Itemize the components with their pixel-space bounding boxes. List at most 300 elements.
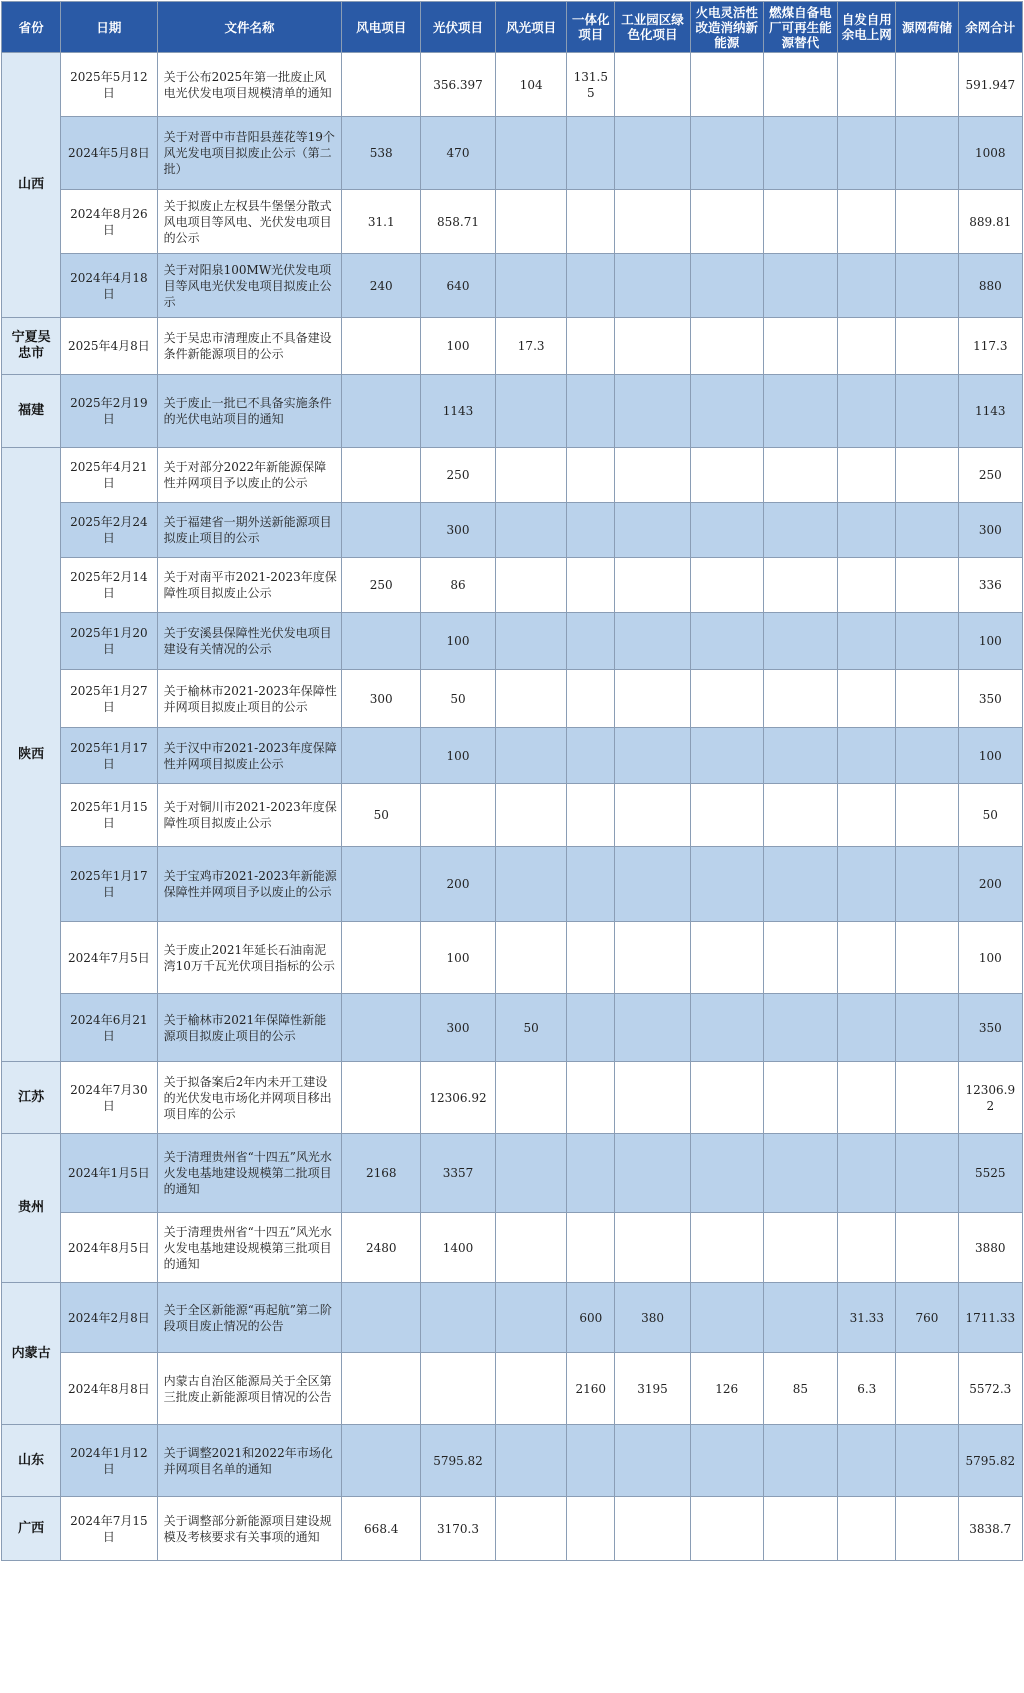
date-cell: 2025年1月20日 (61, 613, 157, 670)
wind-cell (342, 1425, 421, 1497)
solar-cell: 86 (421, 558, 496, 613)
table-row (2, 613, 1023, 670)
total-cell: 250 (958, 448, 1022, 503)
source-grid-load-storage-cell (896, 117, 958, 190)
document-name-cell: 关于福建省一期外送新能源项目拟废止项目的公示 (157, 503, 342, 558)
integrated-cell (567, 503, 615, 558)
industrial-park-green-cell (615, 375, 691, 448)
wind-solar-cell (495, 375, 567, 448)
table-row (2, 1062, 1023, 1134)
date-cell: 2025年1月17日 (61, 728, 157, 784)
total-cell: 336 (958, 558, 1022, 613)
self-use-surplus-grid-cell (838, 558, 896, 613)
wind-cell: 668.4 (342, 1497, 421, 1561)
table-row (2, 728, 1023, 784)
coal-captive-replacement-cell (763, 318, 838, 375)
industrial-park-green-cell (615, 613, 691, 670)
date-cell: 2024年7月30日 (61, 1062, 157, 1134)
thermal-flex-retrofit-cell (690, 375, 763, 448)
date-cell: 2024年2月8日 (61, 1283, 157, 1353)
solar-cell: 100 (421, 318, 496, 375)
solar-cell: 250 (421, 448, 496, 503)
document-name-cell: 关于榆林市2021-2023年保障性并网项目拟废止项目的公示 (157, 670, 342, 728)
wind-cell: 538 (342, 117, 421, 190)
thermal-flex-retrofit-cell (690, 448, 763, 503)
integrated-cell (567, 254, 615, 318)
date-cell: 2024年6月21日 (61, 994, 157, 1062)
wind-solar-cell (495, 847, 567, 922)
table-row (2, 1134, 1023, 1213)
self-use-surplus-grid-cell (838, 503, 896, 558)
table-row (2, 558, 1023, 613)
industrial-park-green-cell (615, 318, 691, 375)
document-name-cell: 关于拟备案后2年内未开工建设的光伏发电市场化并网项目移出项目库的公示 (157, 1062, 342, 1134)
source-grid-load-storage-cell (896, 1134, 958, 1213)
province-cell: 宁夏吴忠市 (2, 318, 61, 375)
industrial-park-green-cell (615, 448, 691, 503)
header-province: 省份 (2, 2, 61, 53)
header-coal-captive-replacement: 燃煤自备电厂可再生能源替代 (763, 2, 838, 53)
coal-captive-replacement-cell (763, 448, 838, 503)
thermal-flex-retrofit-cell (690, 728, 763, 784)
solar-cell: 1143 (421, 375, 496, 448)
total-cell: 300 (958, 503, 1022, 558)
total-cell: 1711.33 (958, 1283, 1022, 1353)
wind-solar-cell: 50 (495, 994, 567, 1062)
header-industrial-park-green: 工业园区绿色化项目 (615, 2, 691, 53)
self-use-surplus-grid-cell (838, 53, 896, 117)
header-total: 余网合计 (958, 2, 1022, 53)
self-use-surplus-grid-cell (838, 1425, 896, 1497)
thermal-flex-retrofit-cell (690, 922, 763, 994)
header-source-grid-load-storage: 源网荷储 (896, 2, 958, 53)
source-grid-load-storage-cell (896, 558, 958, 613)
self-use-surplus-grid-cell (838, 994, 896, 1062)
date-cell: 2025年5月12日 (61, 53, 157, 117)
integrated-cell (567, 1213, 615, 1283)
integrated-cell (567, 728, 615, 784)
solar-cell: 858.71 (421, 190, 496, 254)
thermal-flex-retrofit-cell (690, 784, 763, 847)
solar-cell: 300 (421, 994, 496, 1062)
date-cell: 2024年1月5日 (61, 1134, 157, 1213)
thermal-flex-retrofit-cell (690, 1134, 763, 1213)
source-grid-load-storage-cell (896, 375, 958, 448)
document-name-cell: 关于调整2021和2022年市场化并网项目名单的通知 (157, 1425, 342, 1497)
solar-cell (421, 1283, 496, 1353)
industrial-park-green-cell (615, 1062, 691, 1134)
integrated-cell (567, 318, 615, 375)
wind-solar-cell (495, 448, 567, 503)
table-row (2, 53, 1023, 117)
thermal-flex-retrofit-cell (690, 847, 763, 922)
integrated-cell: 2160 (567, 1353, 615, 1425)
integrated-cell (567, 1497, 615, 1561)
thermal-flex-retrofit-cell (690, 1425, 763, 1497)
wind-cell (342, 994, 421, 1062)
table-row (2, 1213, 1023, 1283)
integrated-cell: 600 (567, 1283, 615, 1353)
solar-cell: 470 (421, 117, 496, 190)
solar-cell: 100 (421, 922, 496, 994)
self-use-surplus-grid-cell (838, 448, 896, 503)
coal-captive-replacement-cell (763, 117, 838, 190)
coal-captive-replacement-cell (763, 613, 838, 670)
integrated-cell (567, 847, 615, 922)
source-grid-load-storage-cell (896, 254, 958, 318)
source-grid-load-storage-cell (896, 728, 958, 784)
industrial-park-green-cell (615, 53, 691, 117)
total-cell: 200 (958, 847, 1022, 922)
self-use-surplus-grid-cell (838, 922, 896, 994)
abolished-projects-table (1, 1, 1023, 1561)
integrated-cell (567, 117, 615, 190)
total-cell: 3880 (958, 1213, 1022, 1283)
wind-cell: 50 (342, 784, 421, 847)
coal-captive-replacement-cell (763, 728, 838, 784)
solar-cell: 3170.3 (421, 1497, 496, 1561)
province-cell: 内蒙古 (2, 1283, 61, 1425)
total-cell: 5572.3 (958, 1353, 1022, 1425)
total-cell: 100 (958, 922, 1022, 994)
industrial-park-green-cell (615, 847, 691, 922)
source-grid-load-storage-cell (896, 1353, 958, 1425)
thermal-flex-retrofit-cell (690, 190, 763, 254)
province-cell: 福建 (2, 375, 61, 448)
solar-cell: 200 (421, 847, 496, 922)
thermal-flex-retrofit-cell (690, 613, 763, 670)
wind-cell (342, 1283, 421, 1353)
date-cell: 2025年2月14日 (61, 558, 157, 613)
industrial-park-green-cell (615, 117, 691, 190)
wind-solar-cell (495, 784, 567, 847)
coal-captive-replacement-cell (763, 1425, 838, 1497)
table-row (2, 448, 1023, 503)
total-cell: 1008 (958, 117, 1022, 190)
province-cell: 江苏 (2, 1062, 61, 1134)
document-name-cell: 关于宝鸡市2021-2023年新能源保障性并网项目予以废止的公示 (157, 847, 342, 922)
coal-captive-replacement-cell (763, 670, 838, 728)
province-cell: 广西 (2, 1497, 61, 1561)
source-grid-load-storage-cell: 760 (896, 1283, 958, 1353)
document-name-cell: 关于汉中市2021-2023年度保障性并网项目拟废止公示 (157, 728, 342, 784)
total-cell: 12306.92 (958, 1062, 1022, 1134)
date-cell: 2025年4月21日 (61, 448, 157, 503)
date-cell: 2025年2月24日 (61, 503, 157, 558)
thermal-flex-retrofit-cell (690, 1497, 763, 1561)
wind-cell (342, 1353, 421, 1425)
wind-cell (342, 448, 421, 503)
wind-cell (342, 53, 421, 117)
total-cell: 880 (958, 254, 1022, 318)
header-date: 日期 (61, 2, 157, 53)
total-cell: 100 (958, 728, 1022, 784)
self-use-surplus-grid-cell (838, 847, 896, 922)
header-row (2, 2, 1023, 53)
thermal-flex-retrofit-cell (690, 670, 763, 728)
source-grid-load-storage-cell (896, 503, 958, 558)
thermal-flex-retrofit-cell (690, 558, 763, 613)
source-grid-load-storage-cell (896, 994, 958, 1062)
wind-solar-cell (495, 670, 567, 728)
source-grid-load-storage-cell (896, 784, 958, 847)
wind-solar-cell (495, 613, 567, 670)
wind-solar-cell (495, 728, 567, 784)
wind-solar-cell (495, 190, 567, 254)
solar-cell: 3357 (421, 1134, 496, 1213)
table-row (2, 375, 1023, 448)
thermal-flex-retrofit-cell (690, 1062, 763, 1134)
table-row (2, 1425, 1023, 1497)
document-name-cell: 关于废止一批已不具备实施条件的光伏电站项目的通知 (157, 375, 342, 448)
solar-cell: 1400 (421, 1213, 496, 1283)
coal-captive-replacement-cell (763, 53, 838, 117)
integrated-cell (567, 994, 615, 1062)
thermal-flex-retrofit-cell (690, 1283, 763, 1353)
total-cell: 50 (958, 784, 1022, 847)
document-name-cell: 关于对部分2022年新能源保障性并网项目予以废止的公示 (157, 448, 342, 503)
integrated-cell (567, 1425, 615, 1497)
wind-cell: 250 (342, 558, 421, 613)
coal-captive-replacement-cell (763, 922, 838, 994)
wind-solar-cell (495, 558, 567, 613)
document-name-cell: 关于安溪县保障性光伏发电项目建设有关情况的公示 (157, 613, 342, 670)
industrial-park-green-cell (615, 994, 691, 1062)
industrial-park-green-cell (615, 922, 691, 994)
total-cell: 100 (958, 613, 1022, 670)
total-cell: 889.81 (958, 190, 1022, 254)
wind-solar-cell (495, 1213, 567, 1283)
integrated-cell (567, 784, 615, 847)
industrial-park-green-cell (615, 784, 691, 847)
table-row (2, 503, 1023, 558)
total-cell: 5525 (958, 1134, 1022, 1213)
source-grid-load-storage-cell (896, 1497, 958, 1561)
document-name-cell: 内蒙古自治区能源局关于全区第三批废止新能源项目情况的公告 (157, 1353, 342, 1425)
solar-cell: 50 (421, 670, 496, 728)
industrial-park-green-cell (615, 1213, 691, 1283)
wind-cell: 2480 (342, 1213, 421, 1283)
self-use-surplus-grid-cell (838, 784, 896, 847)
document-name-cell: 关于对晋中市昔阳县莲花等19个风光发电项目拟废止公示（第二批） (157, 117, 342, 190)
industrial-park-green-cell (615, 670, 691, 728)
source-grid-load-storage-cell (896, 1425, 958, 1497)
source-grid-load-storage-cell (896, 53, 958, 117)
source-grid-load-storage-cell (896, 318, 958, 375)
wind-solar-cell (495, 503, 567, 558)
document-name-cell: 关于对南平市2021-2023年度保障性项目拟废止公示 (157, 558, 342, 613)
thermal-flex-retrofit-cell: 126 (690, 1353, 763, 1425)
document-name-cell: 关于拟废止左权县牛堡堡分散式风电项目等风电、光伏发电项目的公示 (157, 190, 342, 254)
solar-cell: 5795.82 (421, 1425, 496, 1497)
document-name-cell: 关于公布2025年第一批废止风电光伏发电项目规模清单的通知 (157, 53, 342, 117)
table-row (2, 922, 1023, 994)
wind-cell: 31.1 (342, 190, 421, 254)
coal-captive-replacement-cell (763, 1134, 838, 1213)
date-cell: 2024年4月18日 (61, 254, 157, 318)
industrial-park-green-cell (615, 558, 691, 613)
source-grid-load-storage-cell (896, 190, 958, 254)
table-row (2, 190, 1023, 254)
self-use-surplus-grid-cell (838, 375, 896, 448)
self-use-surplus-grid-cell (838, 1497, 896, 1561)
table-row (2, 994, 1023, 1062)
self-use-surplus-grid-cell (838, 670, 896, 728)
self-use-surplus-grid-cell (838, 318, 896, 375)
self-use-surplus-grid-cell (838, 1213, 896, 1283)
self-use-surplus-grid-cell: 6.3 (838, 1353, 896, 1425)
source-grid-load-storage-cell (896, 922, 958, 994)
wind-cell (342, 728, 421, 784)
date-cell: 2024年7月15日 (61, 1497, 157, 1561)
document-name-cell: 关于清理贵州省“十四五”风光水火发电基地建设规模第三批项目的通知 (157, 1213, 342, 1283)
solar-cell (421, 1353, 496, 1425)
industrial-park-green-cell (615, 1425, 691, 1497)
coal-captive-replacement-cell (763, 1283, 838, 1353)
table-row (2, 1497, 1023, 1561)
table-row (2, 254, 1023, 318)
integrated-cell (567, 448, 615, 503)
document-name-cell: 关于榆林市2021年保障性新能源项目拟废止项目的公示 (157, 994, 342, 1062)
source-grid-load-storage-cell (896, 670, 958, 728)
thermal-flex-retrofit-cell (690, 994, 763, 1062)
thermal-flex-retrofit-cell (690, 254, 763, 318)
province-cell: 贵州 (2, 1134, 61, 1283)
wind-solar-cell (495, 1062, 567, 1134)
total-cell: 350 (958, 994, 1022, 1062)
total-cell: 3838.7 (958, 1497, 1022, 1561)
industrial-park-green-cell (615, 1134, 691, 1213)
coal-captive-replacement-cell (763, 375, 838, 448)
solar-cell: 100 (421, 613, 496, 670)
header-document-name: 文件名称 (157, 2, 342, 53)
total-cell: 350 (958, 670, 1022, 728)
wind-cell (342, 847, 421, 922)
coal-captive-replacement-cell (763, 503, 838, 558)
self-use-surplus-grid-cell (838, 190, 896, 254)
wind-cell (342, 318, 421, 375)
coal-captive-replacement-cell (763, 558, 838, 613)
wind-solar-cell (495, 117, 567, 190)
table-row (2, 670, 1023, 728)
document-name-cell: 关于清理贵州省“十四五”风光水火发电基地建设规模第二批项目的通知 (157, 1134, 342, 1213)
industrial-park-green-cell (615, 1497, 691, 1561)
header-solar: 光伏项目 (421, 2, 496, 53)
thermal-flex-retrofit-cell (690, 318, 763, 375)
wind-solar-cell (495, 1497, 567, 1561)
province-cell: 山东 (2, 1425, 61, 1497)
integrated-cell (567, 1062, 615, 1134)
wind-cell (342, 922, 421, 994)
industrial-park-green-cell (615, 728, 691, 784)
wind-solar-cell (495, 1425, 567, 1497)
wind-solar-cell: 17.3 (495, 318, 567, 375)
source-grid-load-storage-cell (896, 448, 958, 503)
date-cell: 2025年2月19日 (61, 375, 157, 448)
header-integrated: 一体化项目 (567, 2, 615, 53)
table-row (2, 1353, 1023, 1425)
self-use-surplus-grid-cell (838, 1062, 896, 1134)
header-self-use-surplus-grid: 自发自用余电上网 (838, 2, 896, 53)
source-grid-load-storage-cell (896, 1213, 958, 1283)
industrial-park-green-cell: 3195 (615, 1353, 691, 1425)
self-use-surplus-grid-cell (838, 254, 896, 318)
province-cell: 陕西 (2, 448, 61, 1062)
integrated-cell (567, 375, 615, 448)
document-name-cell: 关于吴忠市清理废止不具备建设条件新能源项目的公示 (157, 318, 342, 375)
coal-captive-replacement-cell (763, 190, 838, 254)
header-thermal-flex-retrofit: 火电灵活性改造消纳新能源 (690, 2, 763, 53)
date-cell: 2025年1月15日 (61, 784, 157, 847)
integrated-cell (567, 922, 615, 994)
province-cell: 山西 (2, 53, 61, 318)
document-name-cell: 关于对阳泉100MW光伏发电项目等风电光伏发电项目拟废止公示 (157, 254, 342, 318)
total-cell: 117.3 (958, 318, 1022, 375)
coal-captive-replacement-cell: 85 (763, 1353, 838, 1425)
wind-cell: 300 (342, 670, 421, 728)
date-cell: 2024年5月8日 (61, 117, 157, 190)
industrial-park-green-cell: 380 (615, 1283, 691, 1353)
date-cell: 2024年8月5日 (61, 1213, 157, 1283)
wind-solar-cell: 104 (495, 53, 567, 117)
wind-cell (342, 613, 421, 670)
source-grid-load-storage-cell (896, 613, 958, 670)
solar-cell: 12306.92 (421, 1062, 496, 1134)
total-cell: 591.947 (958, 53, 1022, 117)
solar-cell (421, 784, 496, 847)
coal-captive-replacement-cell (763, 994, 838, 1062)
wind-solar-cell (495, 922, 567, 994)
coal-captive-replacement-cell (763, 1213, 838, 1283)
date-cell: 2024年1月12日 (61, 1425, 157, 1497)
wind-cell (342, 503, 421, 558)
table-row (2, 847, 1023, 922)
self-use-surplus-grid-cell (838, 1134, 896, 1213)
coal-captive-replacement-cell (763, 784, 838, 847)
integrated-cell (567, 558, 615, 613)
source-grid-load-storage-cell (896, 847, 958, 922)
industrial-park-green-cell (615, 190, 691, 254)
integrated-cell (567, 613, 615, 670)
solar-cell: 100 (421, 728, 496, 784)
coal-captive-replacement-cell (763, 847, 838, 922)
wind-solar-cell (495, 1283, 567, 1353)
coal-captive-replacement-cell (763, 254, 838, 318)
document-name-cell: 关于对铜川市2021-2023年度保障性项目拟废止公示 (157, 784, 342, 847)
wind-solar-cell (495, 1353, 567, 1425)
source-grid-load-storage-cell (896, 1062, 958, 1134)
integrated-cell: 131.55 (567, 53, 615, 117)
thermal-flex-retrofit-cell (690, 503, 763, 558)
self-use-surplus-grid-cell (838, 728, 896, 784)
self-use-surplus-grid-cell (838, 613, 896, 670)
integrated-cell (567, 190, 615, 254)
solar-cell: 356.397 (421, 53, 496, 117)
wind-cell: 2168 (342, 1134, 421, 1213)
wind-cell (342, 375, 421, 448)
integrated-cell (567, 670, 615, 728)
self-use-surplus-grid-cell: 31.33 (838, 1283, 896, 1353)
date-cell: 2025年1月27日 (61, 670, 157, 728)
header-wind: 风电项目 (342, 2, 421, 53)
document-name-cell: 关于全区新能源“再起航”第二阶段项目废止情况的公告 (157, 1283, 342, 1353)
document-name-cell: 关于调整部分新能源项目建设规模及考核要求有关事项的通知 (157, 1497, 342, 1561)
solar-cell: 640 (421, 254, 496, 318)
industrial-park-green-cell (615, 503, 691, 558)
integrated-cell (567, 1134, 615, 1213)
table-row (2, 318, 1023, 375)
coal-captive-replacement-cell (763, 1062, 838, 1134)
